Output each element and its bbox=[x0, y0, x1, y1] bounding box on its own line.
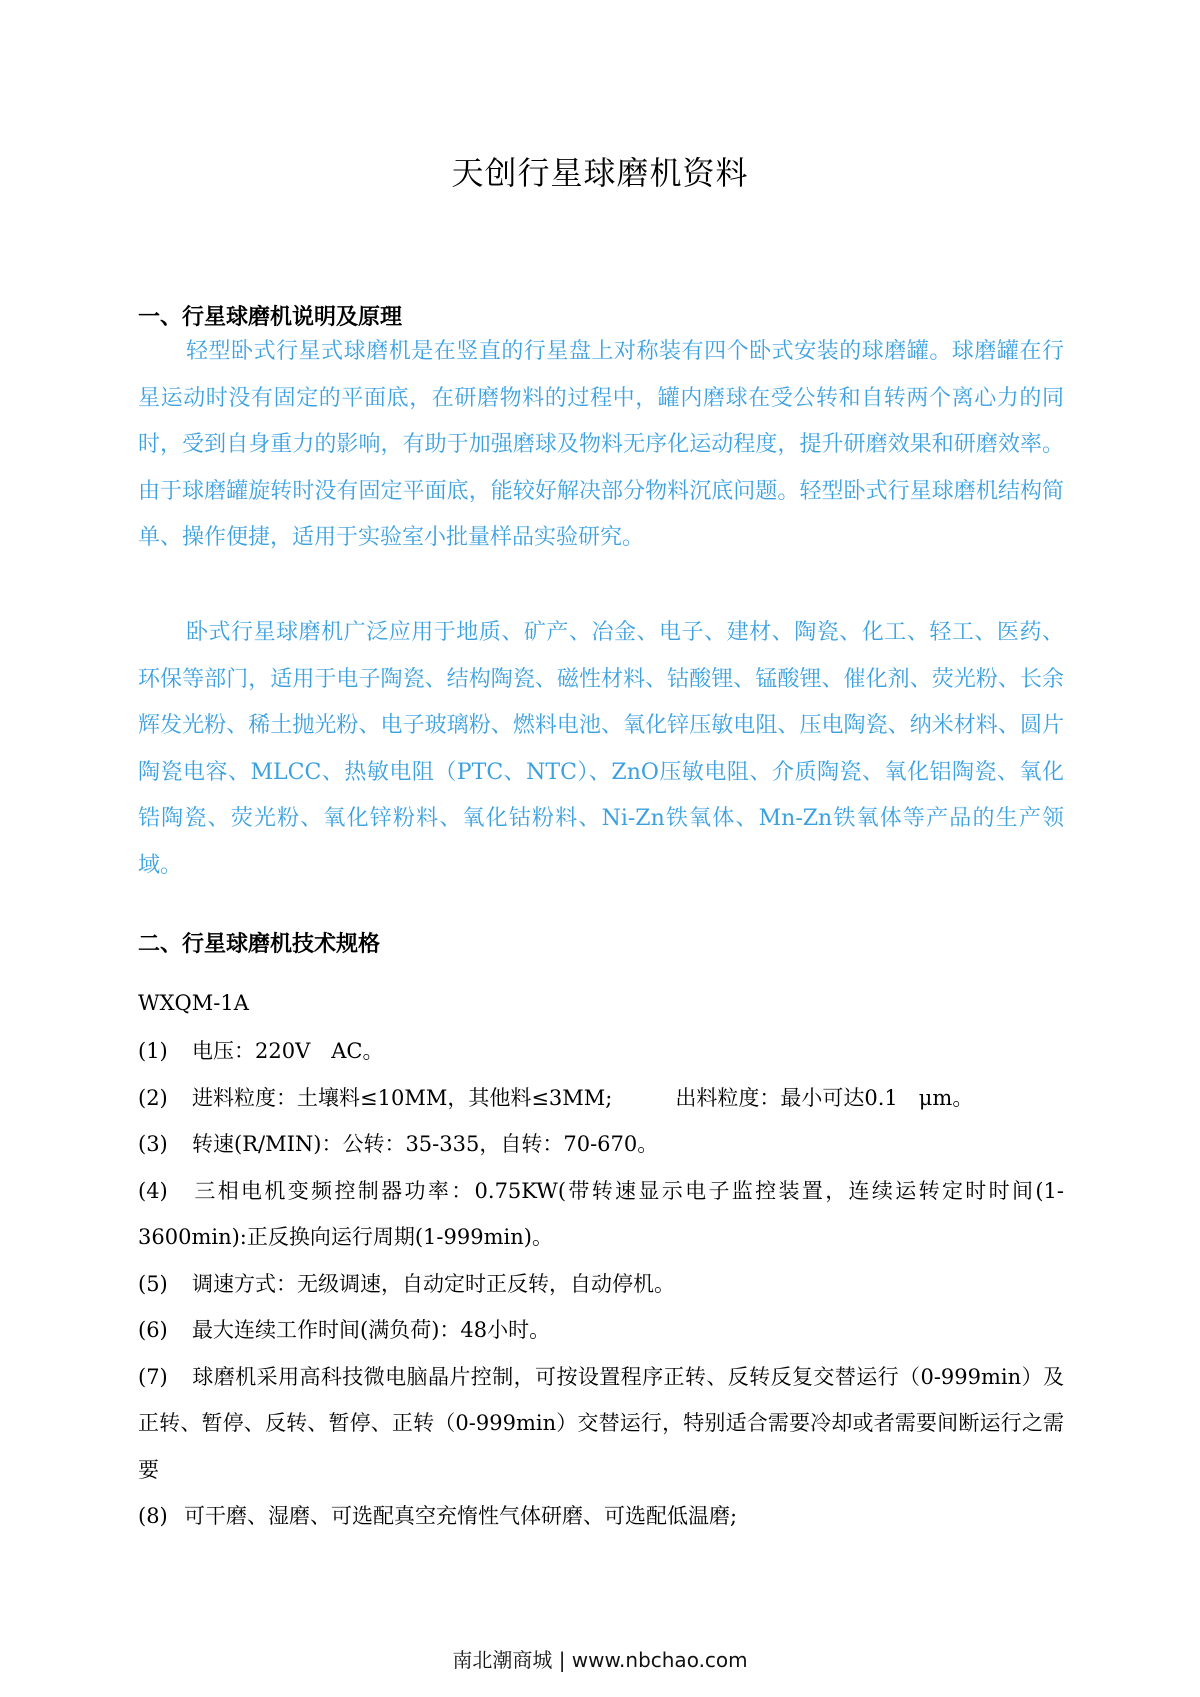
spec-number: (7) bbox=[138, 1364, 168, 1389]
spec-item bbox=[138, 1168, 1064, 1261]
spec-item bbox=[138, 1028, 1064, 1075]
spec-number: (4) bbox=[138, 1178, 168, 1203]
spec-number: (2) bbox=[138, 1085, 168, 1110]
spec-text: 球磨机采用高科技微电脑晶片控制，可按设置程序正转、反转反复交替运行（0-999min）及正转、暂停、反转、暂停、正转（0-999min）交替运行，特别适合需要冷却或者需要间断运行之需要 bbox=[138, 1364, 1064, 1482]
spec-item bbox=[138, 1121, 1064, 1168]
document-title: 天创行星球磨机资料 bbox=[451, 154, 749, 192]
section-1-paragraph-2: 卧式行星球磨机广泛应用于地质、矿产、冶金、电子、建材、陶瓷、化工、轻工、医药、环保等部门，适用于电子陶瓷、结构陶瓷、磁性材料、钴酸锂、锰酸锂、催化剂、荧光粉、长余辉发光粉、稀土抛光粉、电子玻璃粉、燃料电池、氧化锌压敏电阻、压电陶瓷、纳米材料、圆片陶瓷电容、MLCC、热敏电阻（PTC、NTC）、ZnO压敏电阻、介质陶瓷、氧化铝陶瓷、氧化锆陶瓷、荧光粉、氧化锌粉料、氧化钴粉料、Ni-Zn铁氧体、Mn-Zn铁氧体等产品的生产领域。 bbox=[138, 620, 1064, 878]
spec-text: 最大连续工作时间(满负荷)：48小时。 bbox=[192, 1318, 551, 1342]
model-number: WXQM-1A bbox=[138, 991, 249, 1015]
spec-number: (5) bbox=[138, 1271, 168, 1296]
spec-text: 三相电机变频控制器功率：0.75KW(带转速显示电子监控装置，连续运转定时时间(1-3600min):正反换向运行周期(1-999min)。 bbox=[138, 1178, 1064, 1249]
section-1-heading: 一、行星球磨机说明及原理 bbox=[138, 305, 403, 330]
spec-item bbox=[138, 1261, 1064, 1308]
spec-text: 电压：220V AC。 bbox=[192, 1039, 384, 1063]
spec-item bbox=[138, 1493, 1064, 1540]
spec-item bbox=[138, 1307, 1064, 1354]
spec-list bbox=[138, 1028, 1064, 1540]
spec-text: 调速方式：无级调速，自动定时正反转，自动停机。 bbox=[192, 1271, 675, 1296]
spec-text: 转速(R/MIN)：公转：35-335，自转：70-670。 bbox=[192, 1132, 659, 1156]
section-2-heading: 二、行星球磨机技术规格 bbox=[138, 932, 381, 957]
spec-item bbox=[138, 1354, 1064, 1494]
spec-text: 可干磨、湿磨、可选配真空充惰性气体研磨、可选配低温磨; bbox=[184, 1504, 738, 1528]
spec-number: (1) bbox=[138, 1039, 168, 1063]
page-footer: 南北潮商城 | www.nbchao.com bbox=[452, 1648, 748, 1672]
spec-item bbox=[138, 1075, 1064, 1122]
spec-number: (8) bbox=[138, 1504, 168, 1528]
spec-text: 进料粒度：土壤料≤10MM，其他料≤3MM; 出料粒度：最小可达0.1 μm。 bbox=[192, 1085, 974, 1110]
spec-number: (6) bbox=[138, 1318, 168, 1342]
spec-number: (3) bbox=[138, 1132, 168, 1156]
section-1-paragraph-1: 轻型卧式行星式球磨机是在竖直的行星盘上对称装有四个卧式安装的球磨罐。球磨罐在行星运动时没有固定的平面底，在研磨物料的过程中，罐内磨球在受公转和自转两个离心力的同时，受到自身重力的影响，有助于加强磨球及物料无序化运动程度，提升研磨效果和研磨效率。由于球磨罐旋转时没有固定平面底，能较好解决部分物料沉底问题。轻型卧式行星球磨机结构简单、操作便捷，适用于实验室小批量样品实验研究。 bbox=[138, 339, 1064, 550]
